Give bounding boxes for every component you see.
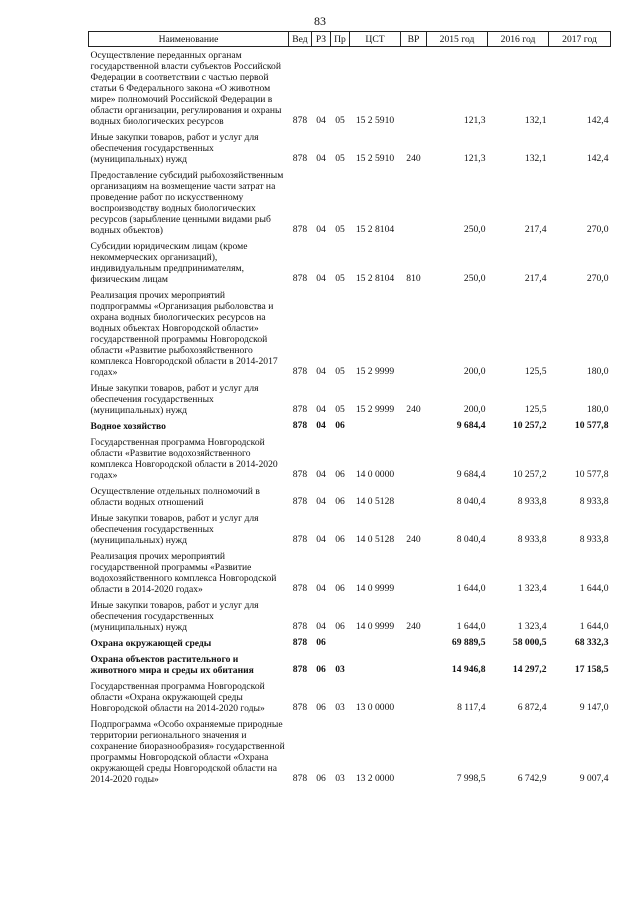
cell-ved: 878	[292, 469, 308, 480]
cell-vr: 240	[406, 534, 421, 545]
cell-name: Государственная программа Новгородской области «Развитие водохозяйственного комплекса Новгородской области в 2014-2020 годах»	[90, 437, 278, 481]
table-row	[89, 483, 611, 510]
cell-pr: 05	[335, 153, 345, 164]
cell-y2015: 8 117,4	[457, 702, 486, 713]
cell-rz: 04	[316, 366, 326, 377]
table-row	[89, 510, 611, 548]
cell-vr	[401, 483, 427, 510]
table-row	[89, 548, 611, 597]
cell-cst: 15 2 5910	[355, 153, 395, 164]
cell-vr	[401, 287, 427, 380]
cell-vr	[401, 716, 427, 787]
cell-y2015: 14 946,8	[451, 664, 486, 675]
cell-name: Иные закупки товаров, работ и услуг для обеспечения государственных (муниципальных) нужд	[90, 383, 259, 416]
cell-name: Предоставление субсидий рыбохозяйственным организациям на возмещение части затрат на проведение работ по искусственному воспроизводству водных биологических ресурсов (зарыбление ценными видами рыб водных объектов)	[90, 170, 284, 236]
cell-pr: 06	[335, 496, 345, 507]
cell-y2016: 125,5	[524, 366, 547, 377]
cell-y2016: 1 323,4	[517, 621, 547, 632]
cell-cst: 14 0 9999	[355, 621, 395, 632]
table-row	[89, 238, 611, 287]
cell-y2017: 8 933,8	[579, 534, 609, 545]
cell-pr: 05	[335, 366, 345, 377]
cell-pr: 05	[335, 224, 345, 235]
header-2015: 2015 год	[427, 32, 488, 47]
cell-vr	[401, 548, 427, 597]
cell-y2017: 142,4	[586, 153, 609, 164]
cell-y2017: 270,0	[586, 224, 609, 235]
cell-cst	[350, 418, 401, 434]
cell-ved: 878	[292, 637, 308, 648]
cell-cst	[350, 651, 401, 678]
cell-y2015: 200,0	[463, 404, 486, 415]
header-rz: РЗ	[312, 32, 331, 47]
cell-name: Иные закупки товаров, работ и услуг для обеспечения государственных (муниципальных) нужд	[90, 132, 259, 165]
cell-rz: 04	[316, 153, 326, 164]
table-row	[89, 418, 611, 434]
cell-y2017: 1 644,0	[579, 621, 609, 632]
cell-rz: 04	[316, 224, 326, 235]
cell-y2016: 132,1	[524, 115, 547, 126]
header-ved: Вед	[289, 32, 312, 47]
cell-rz: 04	[316, 273, 326, 284]
cell-rz: 06	[316, 773, 326, 784]
cell-rz: 04	[316, 469, 326, 480]
table-row	[89, 678, 611, 716]
cell-y2015: 9 684,4	[456, 420, 486, 431]
cell-ved: 878	[292, 404, 308, 415]
cell-ved: 878	[292, 583, 308, 594]
cell-y2016: 217,4	[524, 224, 547, 235]
cell-name: Иные закупки товаров, работ и услуг для обеспечения государственных (муниципальных) нужд	[90, 600, 259, 633]
cell-vr	[401, 678, 427, 716]
cell-cst: 15 2 9999	[355, 366, 395, 377]
cell-y2017: 10 577,8	[574, 469, 609, 480]
header-name: Наименование	[89, 32, 289, 47]
table-header-row	[89, 32, 611, 47]
cell-vr: 240	[406, 153, 421, 164]
cell-y2017: 17 158,5	[574, 664, 609, 675]
cell-ved: 878	[292, 621, 308, 632]
cell-pr	[331, 635, 350, 651]
cell-name: Иные закупки товаров, работ и услуг для обеспечения государственных (муниципальных) нужд	[90, 513, 259, 546]
cell-cst: 14 0 0000	[355, 469, 395, 480]
cell-y2016: 10 257,2	[512, 420, 547, 431]
cell-y2016: 58 000,5	[512, 637, 547, 648]
cell-ved: 878	[292, 115, 308, 126]
cell-y2017: 270,0	[586, 273, 609, 284]
table-row	[89, 167, 611, 238]
table-row	[89, 434, 611, 483]
header-2016: 2016 год	[488, 32, 549, 47]
cell-rz: 04	[316, 420, 326, 431]
cell-pr: 06	[335, 420, 345, 431]
cell-ved: 878	[292, 153, 308, 164]
table-row	[89, 716, 611, 787]
header-vr: ВР	[401, 32, 427, 47]
cell-ved: 878	[292, 224, 308, 235]
cell-pr: 06	[335, 534, 345, 545]
cell-y2015: 1 644,0	[456, 621, 486, 632]
cell-y2015: 8 040,4	[456, 534, 486, 545]
cell-name: Подпрограмма «Особо охраняемые природные территории регионального значения и сохранение биоразнообразия» государственной программы Новгородской области «Охрана окружающей среды Новгородской области на 2014-2020 годы»	[90, 719, 285, 785]
cell-y2015: 9 684,4	[456, 469, 486, 480]
cell-y2016: 14 297,2	[512, 664, 547, 675]
cell-cst: 14 0 5128	[355, 496, 395, 507]
cell-rz: 04	[316, 583, 326, 594]
cell-y2016: 125,5	[524, 404, 547, 415]
cell-rz: 06	[316, 702, 326, 713]
table-row	[89, 129, 611, 167]
cell-y2016: 6 872,4	[517, 702, 547, 713]
cell-rz: 04	[316, 404, 326, 415]
table-row	[89, 635, 611, 651]
cell-vr: 240	[406, 621, 421, 632]
cell-vr: 240	[406, 404, 421, 415]
table-row	[89, 597, 611, 635]
cell-cst: 15 2 8104	[355, 224, 395, 235]
cell-y2017: 68 332,3	[574, 637, 609, 648]
cell-pr: 03	[335, 664, 345, 675]
cell-pr: 06	[335, 583, 345, 594]
cell-rz: 04	[316, 115, 326, 126]
cell-y2016: 217,4	[524, 273, 547, 284]
cell-vr	[401, 434, 427, 483]
cell-vr	[401, 651, 427, 678]
table-row	[89, 651, 611, 678]
cell-cst: 14 0 5128	[355, 534, 395, 545]
cell-y2015: 250,0	[463, 224, 486, 235]
cell-y2016: 8 933,8	[517, 496, 547, 507]
cell-y2017: 8 933,8	[579, 496, 609, 507]
cell-name: Субсидии юридическим лицам (кроме некоммерческих организаций), индивидуальным предпринимателям, физическим лицам	[90, 241, 248, 285]
cell-cst: 14 0 9999	[355, 583, 395, 594]
cell-y2017: 1 644,0	[579, 583, 609, 594]
cell-name: Осуществление переданных органам государственной власти субъектов Российской Федерации в соответствии с частью первой статьи 6 Федерального закона «О животном мире» полномочий Российской Федерации в области организации, регулирования и охраны водных биологических ресурсов	[90, 50, 282, 127]
table-row	[89, 380, 611, 418]
cell-pr: 03	[335, 773, 345, 784]
cell-y2017: 9 007,4	[579, 773, 609, 784]
page-number: 83	[314, 14, 326, 28]
cell-rz: 04	[316, 621, 326, 632]
cell-cst	[350, 635, 401, 651]
cell-cst: 13 2 0000	[355, 773, 395, 784]
cell-y2016: 10 257,2	[512, 469, 547, 480]
cell-y2015: 69 889,5	[451, 637, 486, 648]
cell-name: Реализация прочих мероприятий государственной программы «Развитие водохозяйственного комплекса Новгородской области в 2014-2020 годах»	[90, 551, 277, 595]
cell-rz: 04	[316, 534, 326, 545]
cell-vr	[401, 418, 427, 434]
table-row	[89, 287, 611, 380]
cell-y2016: 132,1	[524, 153, 547, 164]
cell-y2017: 142,4	[586, 115, 609, 126]
header-2017: 2017 год	[549, 32, 611, 47]
cell-vr	[401, 635, 427, 651]
cell-ved: 878	[292, 420, 308, 431]
cell-cst: 15 2 9999	[355, 404, 395, 415]
cell-pr: 06	[335, 621, 345, 632]
cell-pr: 05	[335, 273, 345, 284]
cell-vr: 810	[406, 273, 421, 284]
cell-y2016: 6 742,9	[517, 773, 547, 784]
cell-ved: 878	[292, 273, 308, 284]
cell-vr	[401, 167, 427, 238]
cell-ved: 878	[292, 496, 308, 507]
cell-ved: 878	[292, 702, 308, 713]
cell-y2015: 1 644,0	[456, 583, 486, 594]
cell-cst: 13 0 0000	[355, 702, 395, 713]
cell-y2015: 8 040,4	[456, 496, 486, 507]
cell-name: Осуществление отдельных полномочий в области водных отношений	[90, 486, 260, 508]
cell-vr	[401, 47, 427, 130]
table-row	[89, 47, 611, 130]
cell-y2016: 8 933,8	[517, 534, 547, 545]
cell-name: Государственная программа Новгородской области «Охрана окружающей среды Новгородской области на 2014-2020 годы»	[90, 681, 265, 714]
cell-cst: 15 2 5910	[355, 115, 395, 126]
cell-ved: 878	[292, 534, 308, 545]
header-pr: Пр	[331, 32, 350, 47]
cell-y2017: 180,0	[586, 366, 609, 377]
cell-name: Водное хозяйство	[90, 421, 166, 432]
cell-y2016: 1 323,4	[517, 583, 547, 594]
cell-ved: 878	[292, 773, 308, 784]
cell-y2015: 200,0	[463, 366, 486, 377]
cell-y2015: 7 998,5	[456, 773, 486, 784]
budget-table	[88, 31, 611, 787]
cell-y2017: 9 147,0	[579, 702, 609, 713]
cell-rz: 04	[316, 496, 326, 507]
cell-pr: 06	[335, 469, 345, 480]
cell-rz: 06	[316, 664, 326, 675]
cell-pr: 03	[335, 702, 345, 713]
cell-pr: 05	[335, 404, 345, 415]
cell-y2017: 10 577,8	[574, 420, 609, 431]
cell-name: Охрана объектов растительного и животного мира и среды их обитания	[90, 654, 254, 676]
header-cst: ЦСТ	[350, 32, 401, 47]
cell-y2015: 250,0	[463, 273, 486, 284]
cell-y2015: 121,3	[463, 153, 486, 164]
cell-cst: 15 2 8104	[355, 273, 395, 284]
cell-y2015: 121,3	[463, 115, 486, 126]
cell-pr: 05	[335, 115, 345, 126]
cell-name: Охрана окружающей среды	[90, 638, 212, 649]
cell-rz: 06	[316, 637, 326, 648]
cell-ved: 878	[292, 366, 308, 377]
cell-ved: 878	[292, 664, 308, 675]
cell-name: Реализация прочих мероприятий подпрограммы «Организация рыболовства и охрана водных биологических ресурсов на водных объектах Новгородской области» государственной программы Новгородской области «Развитие рыбохозяйственного комплекса Новгородской области в 2014-2017 годах»	[90, 290, 278, 378]
cell-y2017: 180,0	[586, 404, 609, 415]
